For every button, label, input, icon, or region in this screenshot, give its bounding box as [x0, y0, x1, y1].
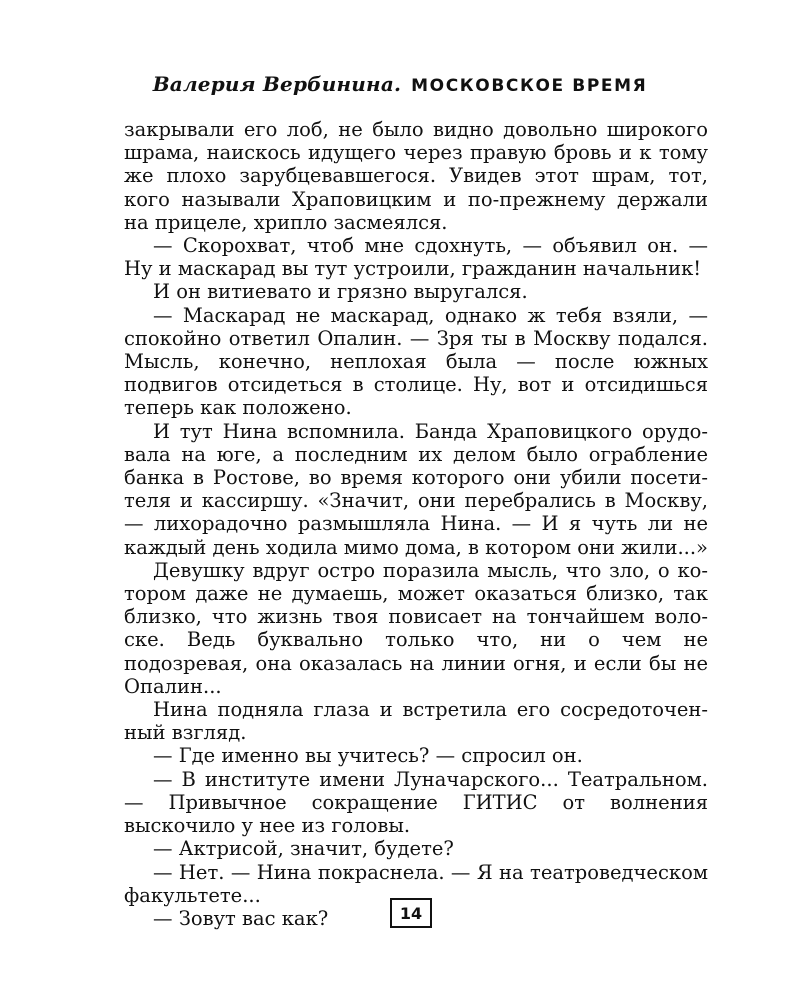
body-text	[124, 118, 708, 930]
paragraph: Нина подняла глаза и встретила его сосредоточенный взгляд.	[124, 698, 708, 745]
paragraph: — Скорохват, чтоб мне сдохнуть, — объявил он. — Ну и маскарад вы тут устроили, гражданин начальник!	[124, 234, 708, 281]
paragraph: И тут Нина вспомнила. Банда Храповицкого орудовала на юге, а последним их делом было ограбление банка в Ростове, во время которого они убили посетителя и кассиршу. «Значит, они перебрались в Москву, — лихорадочно размышляла Нина. — И я чуть ли не каждый день ходила мимо дома, в котором они жили...»	[124, 419, 708, 559]
running-head-title: МОСКОВСКОЕ ВРЕМЯ	[411, 76, 648, 96]
paragraph: — Где именно вы учитесь? — спросил он.	[153, 744, 583, 768]
page-number-label: 14	[399, 903, 423, 923]
paragraph: — В институте имени Луначарского... Театральном. — Привычное сокращение ГИТИС от волнения выскочило у нее из головы.	[124, 767, 708, 838]
paragraph: — Нет. — Нина покраснела. — Я на театроведческом факультете...	[124, 860, 708, 907]
paragraph: — Актрисой, значит, будете?	[153, 837, 454, 861]
paragraph: И он витиевато и грязно выругался.	[153, 280, 528, 304]
paragraph: — Зовут вас как?	[153, 906, 329, 930]
running-head-author: Валерия Вербинина.	[152, 72, 402, 96]
paragraph: закрывали его лоб, не было видно довольно широкого шрама, наискось идущего через правую бровь и к тому же плохо зарубцевавшегося. Увидев этот шрам, тот, кого называли Храповицким и по-прежнему держали на прицеле, хрипло засмеялся.	[124, 118, 708, 234]
paragraph: Девушку вдруг остро поразила мысль, что зло, о котором даже не думаешь, может оказаться близко, так близко, что жизнь твоя повисает на тончайшем волоске. Ведь буквально только что, ни о чем не подозревая, она оказалась на линии огня, и если бы не Опалин...	[124, 558, 708, 698]
paragraph: — Маскарад не маскарад, однако ж тебя взяли, — спокойно ответил Опалин. — Зря ты в Москву подался. Мысль, конечно, неплохая была — после южных подвигов отсидеться в столице. Ну, вот и отсидишься теперь как положено.	[124, 303, 708, 420]
page-number	[390, 898, 432, 928]
running-head	[0, 72, 800, 96]
